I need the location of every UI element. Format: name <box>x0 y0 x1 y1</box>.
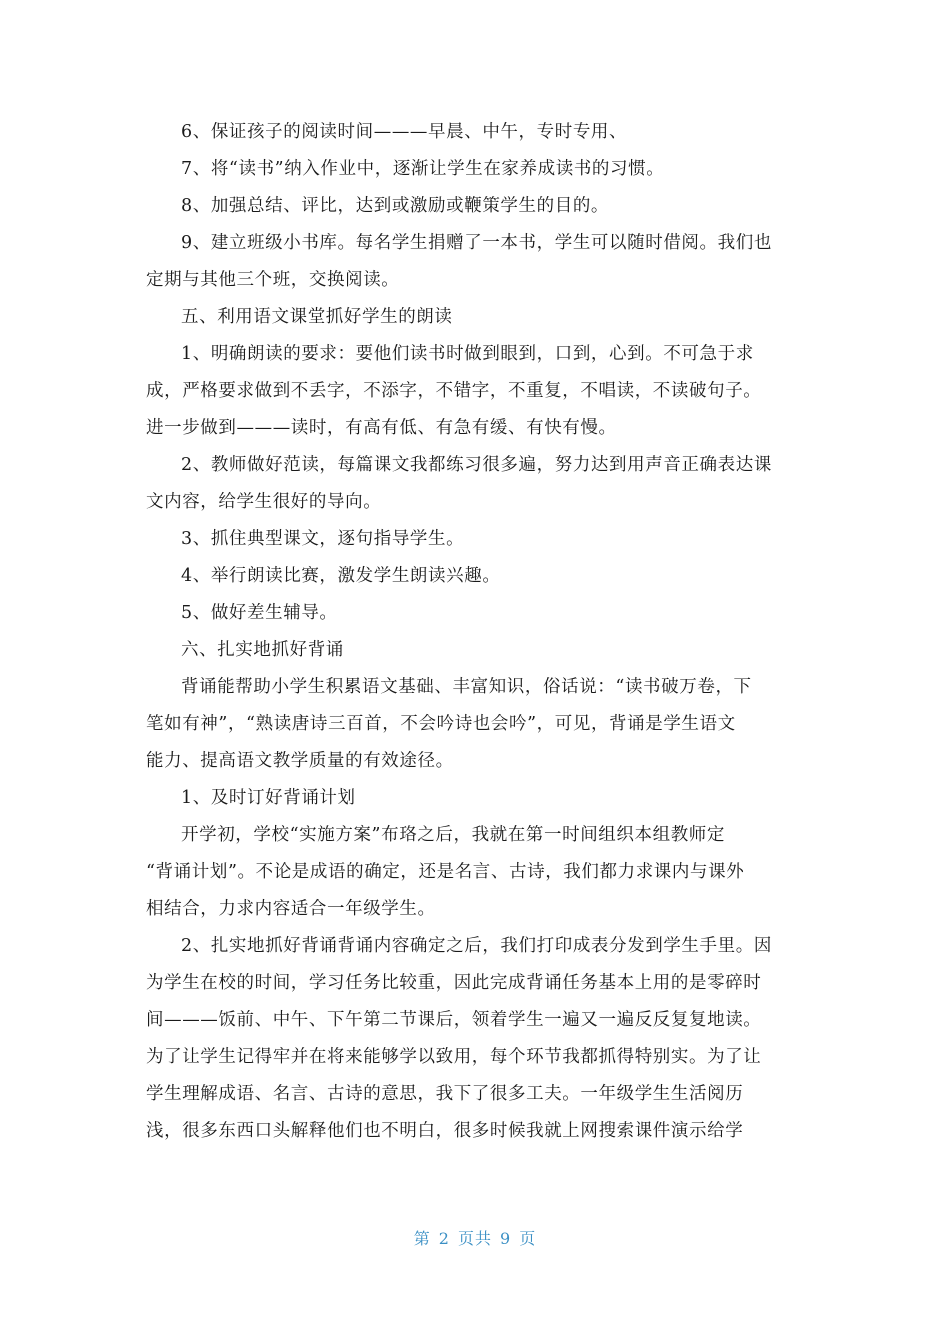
paragraph <box>146 521 806 558</box>
paragraph <box>146 151 806 188</box>
paragraph <box>146 114 806 151</box>
text-line: 2、扎实地抓好背诵背诵内容确定之后，我们打印成表分发到学生手里。因 <box>181 936 772 956</box>
footer-prefix: 第 <box>413 1229 431 1248</box>
paragraph <box>146 669 806 780</box>
text-line: 定期与其他三个班，交换阅读。 <box>146 270 400 290</box>
total-page-count: 9 <box>500 1229 512 1248</box>
text-line: 9、建立班级小书库。每名学生捐赠了一本书，学生可以随时借阅。我们也 <box>181 233 772 253</box>
text-line: 1、明确朗读的要求：要他们读书时做到眼到，口到，心到。不可急于求 <box>181 344 754 364</box>
paragraph <box>146 558 806 595</box>
document-body <box>146 114 806 1150</box>
text-line: 进一步做到———读时，有高有低、有急有缓、有快有慢。 <box>146 418 617 438</box>
current-page-number: 2 <box>438 1229 450 1248</box>
text-line: 文内容，给学生很好的导向。 <box>146 492 382 512</box>
text-line: 学生理解成语、名言、古诗的意思，我下了很多工夫。一年级学生生活阅历 <box>146 1084 744 1104</box>
text-line: 背诵能帮助小学生积累语文基础、丰富知识，俗话说：“读书破万卷，下 <box>181 677 752 697</box>
text-line: 6、保证孩子的阅读时间———早晨、中午，专时专用、 <box>181 122 628 142</box>
text-line: 为学生在校的时间，学习任务比较重，因此完成背诵任务基本上用的是零碎时 <box>146 973 762 993</box>
paragraph <box>146 336 806 447</box>
text-line: 间———饭前、中午、下午第二节课后，领着学生一遍又一遍反反复复地读。 <box>146 1010 762 1030</box>
paragraph <box>146 447 806 521</box>
paragraph <box>146 780 806 817</box>
text-line: “背诵计划”。不论是成语的确定，还是名言、古诗，我们都力求课内与课外 <box>146 862 745 882</box>
footer-suffix: 页 <box>519 1229 537 1248</box>
text-line: 开学初，学校“实施方案”布珞之后，我就在第一时间组织本组教师定 <box>181 825 725 845</box>
paragraph <box>146 595 806 632</box>
text-line: 1、及时订好背诵计划 <box>181 788 356 808</box>
text-line: 2、教师做好范读，每篇课文我都练习很多遍，努力达到用声音正确表达课 <box>181 455 772 475</box>
paragraph <box>146 188 806 225</box>
text-line: 8、加强总结、评比，达到或激励或鞭策学生的目的。 <box>181 196 610 216</box>
text-line: 笔如有神”，“熟读唐诗三百首，不会吟诗也会吟”，可见，背诵是学生语文 <box>146 714 736 734</box>
text-line: 五、利用语文课堂抓好学生的朗读 <box>181 307 453 327</box>
text-line: 相结合，力求内容适合一年级学生。 <box>146 899 436 919</box>
paragraph <box>146 225 806 299</box>
footer-middle: 页共 <box>457 1229 492 1248</box>
text-line: 六、扎实地抓好背诵 <box>181 640 344 660</box>
text-line: 7、将“读书”纳入作业中，逐渐让学生在家养成读书的习惯。 <box>181 159 665 179</box>
text-line: 浅，很多东西口头解释他们也不明白，很多时候我就上网搜索课件演示给学 <box>146 1121 744 1141</box>
text-line: 5、做好差生辅导。 <box>181 603 338 623</box>
paragraph <box>146 928 806 1150</box>
text-line: 为了让学生记得牢并在将来能够学以致用，每个环节我都抓得特别实。为了让 <box>146 1047 762 1067</box>
text-line: 成，严格要求做到不丢字，不添字，不错字，不重复，不唱读，不读破句子。 <box>146 381 762 401</box>
text-line: 4、举行朗读比赛，激发学生朗读兴趣。 <box>181 566 501 586</box>
page-footer <box>0 1226 950 1249</box>
text-line: 3、抓住典型课文，逐句指导学生。 <box>181 529 465 549</box>
paragraph <box>146 817 806 928</box>
text-line: 能力、提高语文教学质量的有效途径。 <box>146 751 454 771</box>
paragraph <box>146 632 806 669</box>
paragraph <box>146 299 806 336</box>
